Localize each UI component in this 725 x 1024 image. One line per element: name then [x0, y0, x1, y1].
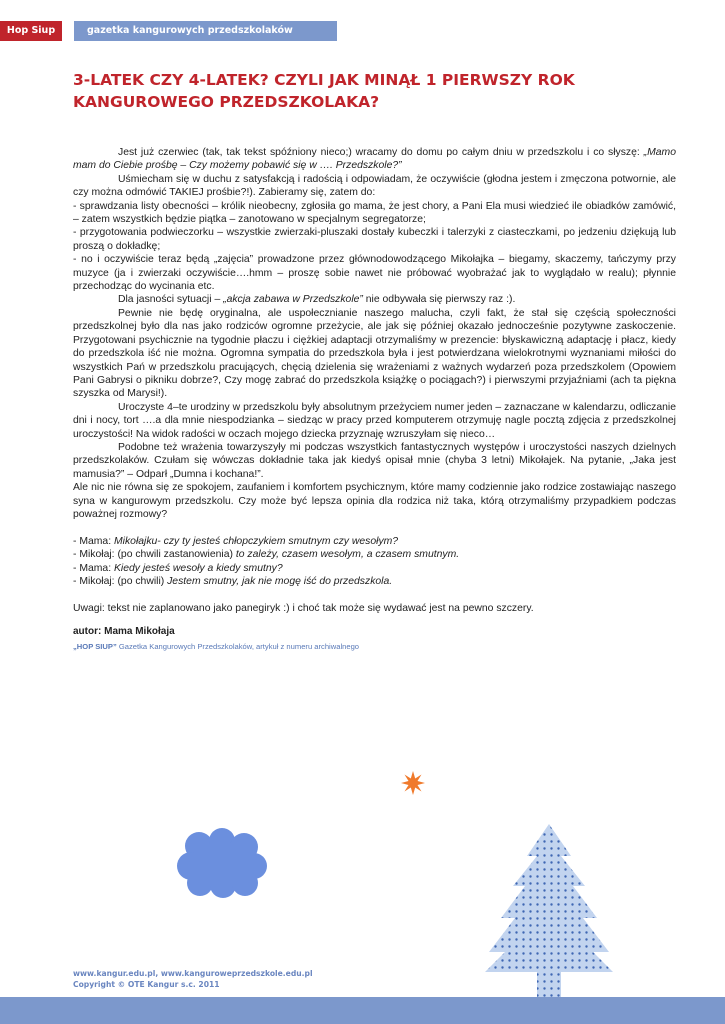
- paragraph-7: Ale nic nie równa się ze spokojem, zaufaniem i komfortem psychicznym, które mamy codziennie jako rodzice zostawiając naszego syna w kangurowym przedszkolu. Czy może być lepsza opinia dla rodzica niż taka, którą otrzymaliśmy przypadkiem podczas poważnej rozmowy?: [73, 482, 676, 520]
- paragraph-3: Dla jasności sytuacji – „akcja zabawa w Przedszkole” nie odbywała się pierwszy raz :).: [118, 294, 516, 306]
- brand-label: Hop Siup: [0, 21, 62, 41]
- dialogue-line: - Mama: Mikołajku- czy ty jesteś chłopczykiem smutnym czy wesołym?: [73, 535, 399, 547]
- dialogue-line: - Mikołaj: (po chwili zastanowienia) to zależy, czasem wesołym, a czasem smutnym.: [73, 549, 460, 561]
- tagline-label: gazetka kangurowych przedszkolaków: [74, 21, 337, 41]
- dialogue-line: - Mama: Kiedy jesteś wesoły a kiedy smutny?: [73, 562, 283, 574]
- footer-copyright: Copyright © OTE Kangur s.c. 2011: [73, 980, 220, 989]
- note-paragraph: Uwagi: tekst nie zaplanowano jako panegiryk :) i choć tak może się wydawać jest na pewno szczery.: [73, 602, 534, 614]
- article-title: 3-LATEK CZY 4-LATEK? CZYLI JAK MINĄŁ 1 PIERWSZY ROK KANGUROWEGO PRZEDSZKOLAKA?: [73, 71, 575, 111]
- paragraph-2: Uśmiecham się w duchu z satysfakcją i radością i odpowiadam, że oczywiście (głodna jestem i zmęczona potwornie, ale czy można odmówić TAKIEJ prośbie?!). Zabieramy się, zatem do:: [73, 173, 676, 199]
- footer: [73, 968, 313, 990]
- cloud-icon: [176, 828, 268, 898]
- footer-links: www.kangur.edu.pl, www.kanguroweprzedszkole.edu.pl: [73, 969, 313, 978]
- christmas-tree-icon: [485, 824, 613, 999]
- source-line: „HOP SIUP” Gazetka Kangurowych Przedszkolaków, artykuł z numeru archiwalnego: [73, 642, 360, 651]
- paragraph-5: Uroczyste 4–te urodziny w przedszkolu były absolutnym przeżyciem numer jeden – zaznaczane w kalendarzu, odliczanie dni i nocy, tort ….a dla mnie niespodzianka – siedząc w pracy przed komputerem otrzymuję nagle pocztą zdjęcia z przedszkolnej uroczystości! Na widok radości w oczach mojego dziecka przyznaję wzruszyłam się nieco…: [73, 401, 676, 440]
- bottom-band: [0, 997, 725, 1024]
- article-body: [73, 146, 676, 615]
- paragraph-4: Pewnie nie będę oryginalna, ale uspołecznianie naszego malucha, czyli fakt, że stał się częścią społeczności przedszkolnej było dla nas jako rodziców ogromne przeżycie, ale jak się później okazało jednocześnie pozytywne zaskoczenie. Przygotowani psychicznie na tygodnie płaczu i ciężkiej adaptacji otrzymaliśmy w prezencie: błyskawiczną adaptację i płacz, kiedy do przedszkola iść nie można. Ogromna sympatia do przedszkola była i jest potwierdzana wielokrotnymi wyznaniami miłości do wszystkich Pań w przedszkolu pracujących, chęcią dzielenia się wrażeniami z ważnych wydarzeń poza przedszkolem (Opowiem Pani Gabrysi o pikniku dobrze?, Czy mogę zabrać do przedszkola książkę o pociągach?) i pierwszymi przyjaźniami (ach ta piękna szyszka od Marysi!).: [73, 307, 676, 400]
- paragraph-6: Podobne też wrażenia towarzyszyły mi podczas wszystkich fantastycznych występów i uroczystości naszych dzielnych przedszkolaków. Czułam się wówczas dokładnie taka jak kiedyś opisał mnie (chyba 3 letni) Mikołajek. Na pytanie, „Jaka jest mamusia?” – Odparł „Dumna i kochana!”.: [73, 441, 676, 480]
- list-item: - no i oczywiście teraz będą „zajęcia” prowadzone przez głównodowodzącego Mikołajka – biegamy, skaczemy, tańczymy przy muzyce (ja i zwierzaki oczywiście….hmm – proszę sobie nawet nie próbować wyobrażać jak to wyglądało w realu); płynnie przechodząc do wycinania etc.: [73, 254, 676, 293]
- list-item: - przygotowania podwieczorku – wszystkie zwierzaki-pluszaki dostały kubeczki i talerzyki z ciasteczkami, po jedzeniu dziękują lub proszą o dokładkę;: [73, 227, 676, 252]
- paragraph-1: Jest już czerwiec (tak, tak tekst spóźniony nieco;) wracamy do domu po całym dniu w przedszkolu i co słyszę: „Mamo mam do Ciebie prośbę – Czy możemy pobawić się w …. Przedszkole?”: [73, 147, 676, 172]
- author-line: autor: Mama Mikołaja: [73, 626, 175, 637]
- dialogue-line: - Mikołaj: (po chwili) Jestem smutny, jak nie mogę iść do przedszkola.: [73, 575, 393, 587]
- star-icon: [401, 771, 425, 795]
- list-item: - sprawdzania listy obecności – królik nieobecny, zgłosiła go mama, że jest chory, a Pani Ela musi wiedzieć ile obiadków zamówić, – zatem wszystkich będzie piątka – zanotowano w specjalnym segregatorze;: [73, 200, 676, 226]
